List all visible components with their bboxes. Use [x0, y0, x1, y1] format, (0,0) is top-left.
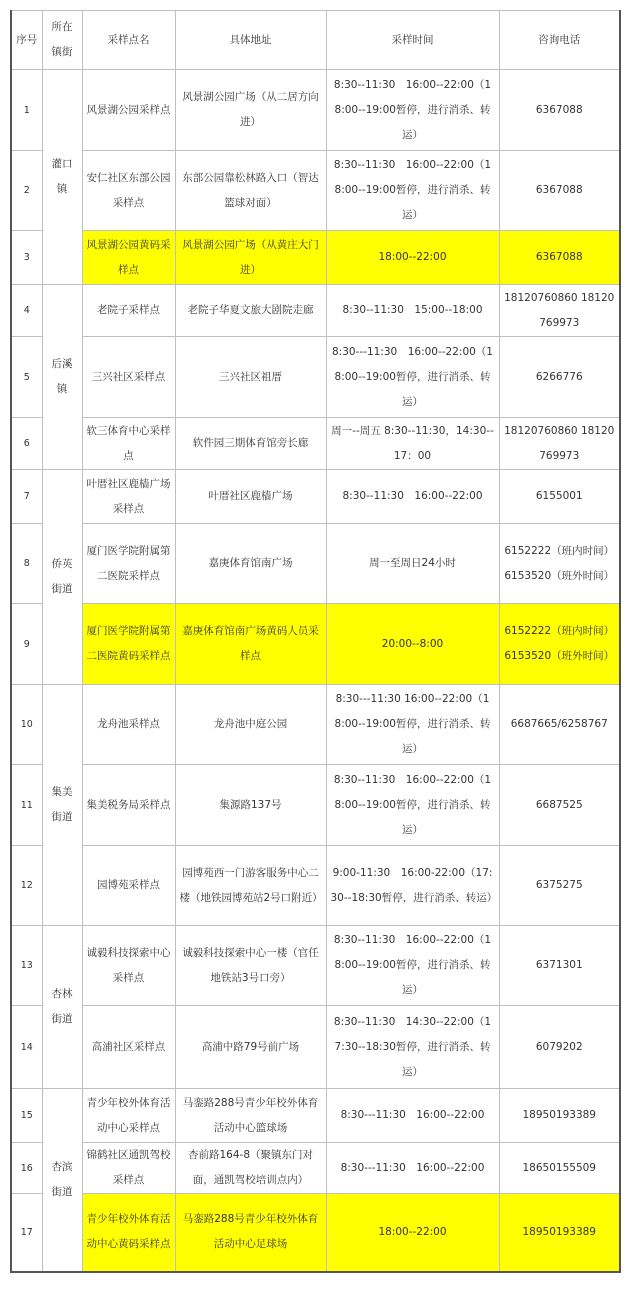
table-row — [11, 1089, 620, 1143]
table-row — [11, 70, 620, 151]
site-cell: 叶厝社区鹿樯广场采样点 — [82, 470, 175, 524]
table-row — [11, 231, 620, 285]
town-cell: 杏滨街道 — [42, 1089, 82, 1272]
site-cell: 集美税务局采样点 — [82, 765, 175, 846]
seq-cell: 7 — [11, 470, 42, 524]
header-town: 所在镇街 — [42, 11, 82, 70]
address-cell: 园博苑西一门游客服务中心二楼（地铁园博苑站2号口附近） — [175, 846, 326, 926]
seq-cell: 3 — [11, 231, 42, 285]
header-row — [11, 11, 620, 70]
site-cell: 安仁社区东部公园采样点 — [82, 151, 175, 231]
address-cell: 马銮路288号青少年校外体育活动中心足球场 — [175, 1194, 326, 1272]
seq-cell: 4 — [11, 285, 42, 337]
site-cell: 青少年校外体育活动中心采样点 — [82, 1089, 175, 1143]
site-cell: 龙舟池采样点 — [82, 685, 175, 765]
address-cell: 嘉庚体育馆南广场黄码人员采样点 — [175, 604, 326, 685]
address-cell: 叶厝社区鹿樯广场 — [175, 470, 326, 524]
phone-cell: 6367088 — [499, 231, 620, 285]
seq-cell: 8 — [11, 524, 42, 604]
time-cell: 8:30---11:30 16:00--22:00（18:00--19:00暂停，进行消杀、转运） — [326, 685, 499, 765]
time-cell: 8:30--11:30 16:00--22:00（18:00--19:00暂停，进行消杀、转运） — [326, 151, 499, 231]
table-row — [11, 1006, 620, 1089]
table-row — [11, 1194, 620, 1272]
seq-cell: 10 — [11, 685, 42, 765]
seq-cell: 12 — [11, 846, 42, 926]
site-cell: 厦门医学院附属第二医院采样点 — [82, 524, 175, 604]
phone-cell: 18120760860 18120769973 — [499, 285, 620, 337]
town-cell: 侨英街道 — [42, 470, 82, 685]
time-cell: 8:30--11:30 14:30--22:00（17:30--18:30暂停，进行消杀、转运） — [326, 1006, 499, 1089]
site-cell: 软三体育中心采样点 — [82, 418, 175, 470]
phone-cell: 6155001 — [499, 470, 620, 524]
town-cell: 后溪镇 — [42, 285, 82, 470]
phone-cell: 6079202 — [499, 1006, 620, 1089]
header-time: 采样时间 — [326, 11, 499, 70]
address-cell: 集源路137号 — [175, 765, 326, 846]
seq-cell: 13 — [11, 926, 42, 1006]
time-cell: 周一--周五 8:30--11:30，14:30--17：00 — [326, 418, 499, 470]
phone-cell: 6687665/6258767 — [499, 685, 620, 765]
table-row — [11, 151, 620, 231]
phone-cell: 6266776 — [499, 337, 620, 418]
seq-cell: 11 — [11, 765, 42, 846]
address-cell: 三兴社区祖厝 — [175, 337, 326, 418]
site-cell: 锦鹤社区通凯驾校采样点 — [82, 1143, 175, 1194]
site-cell: 诚毅科技探索中心采样点 — [82, 926, 175, 1006]
table-row — [11, 846, 620, 926]
time-cell: 8:30--11:30 16:00--22:00（18:00--19:00暂停，进行消杀、转运） — [326, 765, 499, 846]
seq-cell: 15 — [11, 1089, 42, 1143]
site-cell: 园博苑采样点 — [82, 846, 175, 926]
site-cell: 三兴社区采样点 — [82, 337, 175, 418]
table-row — [11, 470, 620, 524]
address-cell: 东部公园靠松林路入口（智达篮球对面） — [175, 151, 326, 231]
time-cell: 20:00--8:00 — [326, 604, 499, 685]
address-cell: 龙舟池中庭公园 — [175, 685, 326, 765]
site-cell: 风景湖公园黄码采样点 — [82, 231, 175, 285]
sampling-sites-table — [10, 10, 621, 1273]
town-cell: 集美街道 — [42, 685, 82, 926]
address-cell: 诚毅科技探索中心一楼（官任地铁站3号口旁） — [175, 926, 326, 1006]
phone-cell: 18120760860 18120769973 — [499, 418, 620, 470]
time-cell: 8:30---11:30 16:00--22:00（18:00--19:00暂停，进行消杀、转运） — [326, 337, 499, 418]
address-cell: 软件园三期体育馆旁长廊 — [175, 418, 326, 470]
table-row — [11, 285, 620, 337]
time-cell: 8:30--11:30 15:00--18:00 — [326, 285, 499, 337]
phone-cell: 6367088 — [499, 151, 620, 231]
table-row — [11, 604, 620, 685]
header-phone: 咨询电话 — [499, 11, 620, 70]
phone-cell: 6375275 — [499, 846, 620, 926]
phone-cell: 6152222（班内时间）6153520（班外时间） — [499, 604, 620, 685]
town-cell: 杏林街道 — [42, 926, 82, 1089]
address-cell: 嘉庚体育馆南广场 — [175, 524, 326, 604]
site-cell: 厦门医学院附属第二医院黄码采样点 — [82, 604, 175, 685]
seq-cell: 17 — [11, 1194, 42, 1272]
time-cell: 9:00-11:30 16:00-22:00（17:30--18:30暂停，进行消杀、转运） — [326, 846, 499, 926]
phone-cell: 6367088 — [499, 70, 620, 151]
phone-cell: 18950193389 — [499, 1089, 620, 1143]
seq-cell: 6 — [11, 418, 42, 470]
table-row — [11, 926, 620, 1006]
site-cell: 老院子采样点 — [82, 285, 175, 337]
site-cell: 风景湖公园采样点 — [82, 70, 175, 151]
site-cell: 青少年校外体育活动中心黄码采样点 — [82, 1194, 175, 1272]
header-seq: 序号 — [11, 11, 42, 70]
seq-cell: 14 — [11, 1006, 42, 1089]
address-cell: 马銮路288号青少年校外体育活动中心篮球场 — [175, 1089, 326, 1143]
phone-cell: 6371301 — [499, 926, 620, 1006]
phone-cell: 18950193389 — [499, 1194, 620, 1272]
address-cell: 老院子华夏文旅大剧院走廊 — [175, 285, 326, 337]
table-row — [11, 1143, 620, 1194]
header-site: 采样点名 — [82, 11, 175, 70]
address-cell: 风景湖公园广场（从黄庄大门进） — [175, 231, 326, 285]
table-row — [11, 524, 620, 604]
time-cell: 8:30---11:30 16:00--22:00 — [326, 1089, 499, 1143]
seq-cell: 2 — [11, 151, 42, 231]
table-row — [11, 765, 620, 846]
phone-cell: 6687525 — [499, 765, 620, 846]
time-cell: 8:30--11:30 16:00--22:00（18:00--19:00暂停，进行消杀、转运） — [326, 70, 499, 151]
address-cell: 杏前路164-8（聚镇东门对面，通凯驾校培训点内） — [175, 1143, 326, 1194]
seq-cell: 1 — [11, 70, 42, 151]
seq-cell: 16 — [11, 1143, 42, 1194]
time-cell: 18:00--22:00 — [326, 1194, 499, 1272]
table-row — [11, 418, 620, 470]
time-cell: 8:30--11:30 16:00--22:00（18:00--19:00暂停，进行消杀、转运） — [326, 926, 499, 1006]
seq-cell: 5 — [11, 337, 42, 418]
time-cell: 8:30---11:30 16:00--22:00 — [326, 1143, 499, 1194]
address-cell: 高浦中路79号前广场 — [175, 1006, 326, 1089]
site-cell: 高浦社区采样点 — [82, 1006, 175, 1089]
address-cell: 风景湖公园广场（从二居方向进） — [175, 70, 326, 151]
table-row — [11, 337, 620, 418]
time-cell: 18:00--22:00 — [326, 231, 499, 285]
seq-cell: 9 — [11, 604, 42, 685]
time-cell: 周一至周日24小时 — [326, 524, 499, 604]
time-cell: 8:30--11:30 16:00--22:00 — [326, 470, 499, 524]
table-row — [11, 685, 620, 765]
header-address: 具体地址 — [175, 11, 326, 70]
town-cell: 灌口镇 — [42, 70, 82, 285]
phone-cell: 18650155509 — [499, 1143, 620, 1194]
phone-cell: 6152222（班内时间）6153520（班外时间） — [499, 524, 620, 604]
